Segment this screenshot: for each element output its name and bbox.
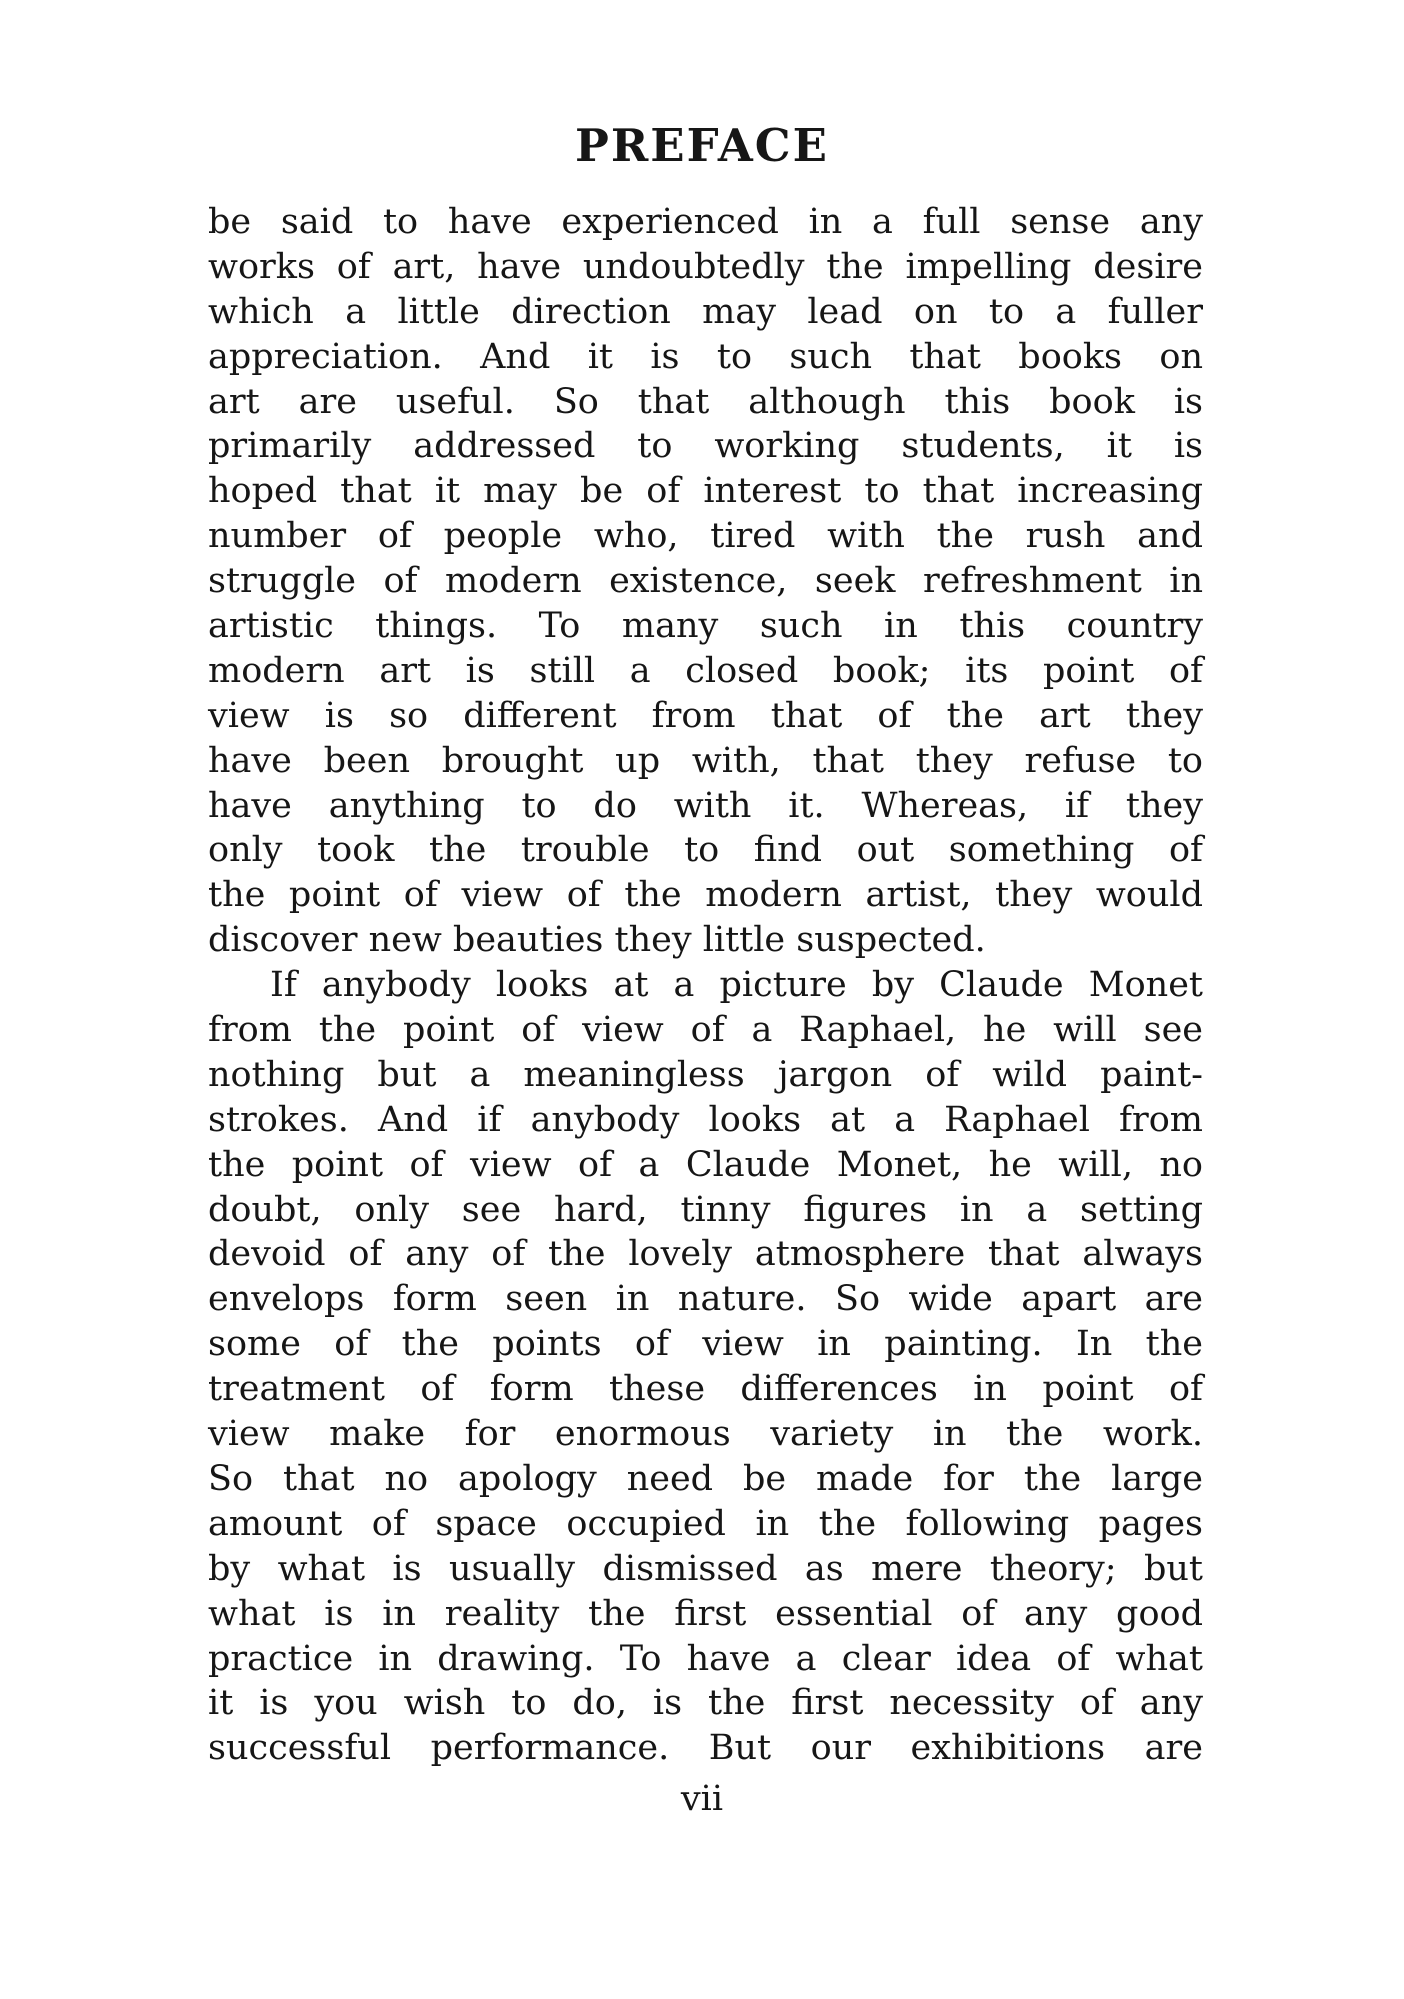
text-line: the point of view of the modern artist, they would (208, 875, 1203, 916)
text-line: works of art, have undoubtedly the impelling desire (208, 246, 1203, 287)
text-line: modern art is still a closed book; its point of (208, 650, 1203, 691)
text-line: from the point of view of a Raphael, he will see (208, 1010, 1203, 1051)
text-line: treatment of form these differences in point of (208, 1369, 1203, 1410)
text-line: only took the trouble to find out something of (208, 830, 1203, 871)
text-line: nothing but a meaningless jargon of wild paint- (208, 1054, 1203, 1095)
text-line: it is you wish to do, is the first necessity of any (208, 1683, 1203, 1724)
text-line: struggle of modern existence, seek refreshment in (208, 561, 1203, 602)
text-line: amount of space occupied in the following pages (208, 1503, 1203, 1544)
text-line: be said to have experienced in a full sense any (208, 202, 1203, 242)
text-line: successful performance. But our exhibitions are (208, 1728, 1203, 1769)
text-line: view is so different from that of the art they (208, 695, 1203, 736)
paragraph-end-line: discover new beauties they little suspected. (208, 920, 986, 961)
text-line: strokes. And if anybody looks at a Raphael from (208, 1099, 1203, 1140)
page-number: vii (680, 1779, 724, 1819)
text-line: devoid of any of the lovely atmosphere that always (208, 1234, 1203, 1275)
paragraph-start-line: If anybody looks at a picture by Claude Monet (270, 965, 1203, 1006)
text-line: view make for enormous variety in the work. (208, 1414, 1203, 1455)
text-line: art are useful. So that although this book is (208, 381, 1203, 422)
body-text (208, 200, 1203, 1771)
page-heading: PREFACE (575, 119, 829, 172)
text-line: by what is usually dismissed as mere theory; but (208, 1548, 1203, 1589)
text-line: have anything to do with it. Whereas, if they (208, 785, 1203, 826)
text-line: practice in drawing. To have a clear idea of what (208, 1638, 1203, 1679)
text-line: have been brought up with, that they refuse to (208, 740, 1203, 781)
text-line: appreciation. And it is to such that books on (208, 336, 1203, 377)
text-line: the point of view of a Claude Monet, he will, no (208, 1144, 1203, 1185)
text-line: which a little direction may lead on to a fuller (208, 291, 1203, 332)
text-line: number of people who, tired with the rush and (208, 516, 1203, 557)
text-line: hoped that it may be of interest to that increasing (208, 471, 1203, 512)
text-line: envelops form seen in nature. So wide apart are (208, 1279, 1203, 1320)
text-line: what is in reality the first essential of any good (208, 1593, 1203, 1634)
text-line: So that no apology need be made for the large (208, 1458, 1203, 1499)
text-line: doubt, only see hard, tinny figures in a setting (208, 1189, 1203, 1230)
text-line: some of the points of view in painting. In the (208, 1324, 1203, 1365)
text-line: artistic things. To many such in this country (208, 606, 1203, 647)
text-line: primarily addressed to working students, it is (208, 426, 1203, 467)
